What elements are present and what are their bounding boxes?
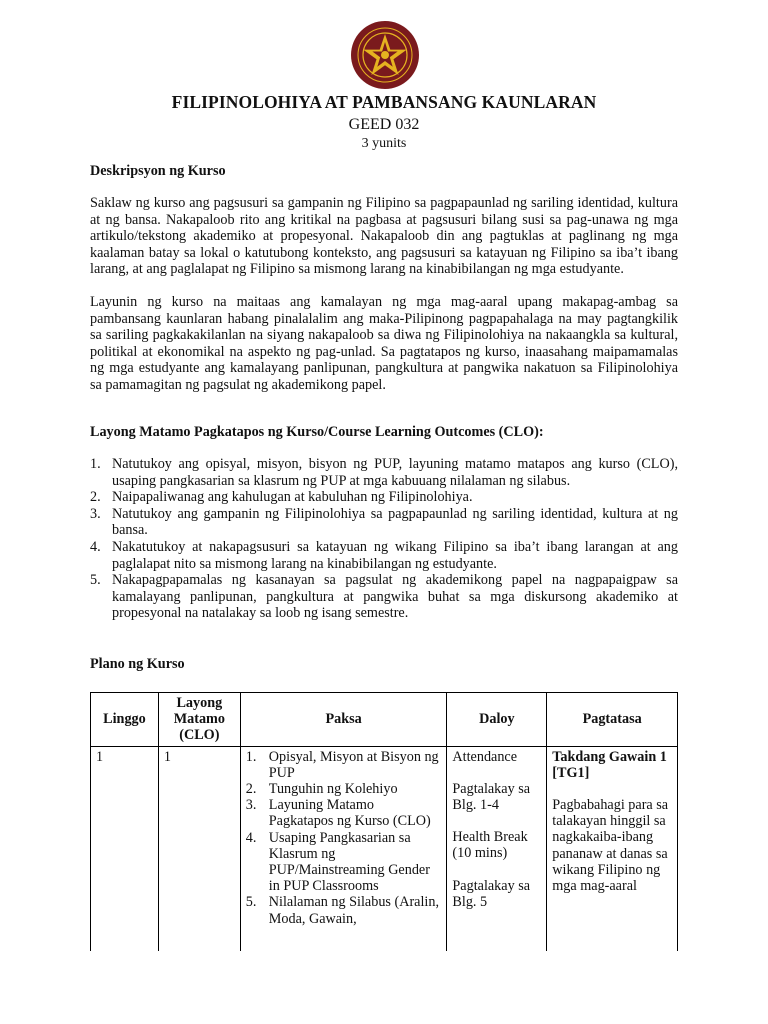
column-header-pagtatasa: Pagtatasa [547,693,678,747]
clo-line: Natutukoy ang opisyal, misyon, bisyon ng PUP, layuning matamo matapos ang kurso (CLO), [112,456,678,472]
description-heading: Deskripsyon ng Kurso [90,163,226,179]
cell-pagtatasa [547,746,678,951]
text-line: sa pamamagitan ng pagsulat ng akademikong papel. [90,376,386,393]
cell-clo: 1 [158,746,240,951]
clo-heading: Layong Matamo Pagkatapos ng Kurso/Course Learning Outcomes (CLO): [90,424,544,440]
text-line: Layunin ng kurso na maitaas ang kamalayan ng mga mag-aaral upang makapag-ambag sa [90,294,678,310]
topic-list [246,749,442,927]
text-line: politikal at ekonomikal na aspekto ng pag-unlad. Sa pagtatapos ng kurso, inaasahang maipamamalas [90,343,678,360]
clo-line: Naipapaliwanag ang kahulugan at kabuluhan ng Filipinolohiya. [112,489,473,506]
column-header-clo: Layong Matamo (CLO) [158,693,240,747]
daloy-step: Pagtalakay sa Blg. 5 [452,877,531,910]
cell-daloy [447,746,547,951]
clo-item [90,456,678,489]
clo-number: 5. [90,572,101,589]
daloy-step: Health Break (10 mins) [452,829,528,862]
cell-linggo: 1 [91,746,159,951]
course-units: 3 yunits [361,136,407,151]
university-seal-logo [350,20,420,90]
description-paragraph-1 [90,195,678,278]
column-header-linggo: Linggo [91,693,159,747]
topic-text: Tunguhin ng Kolehiyo [268,781,398,798]
column-header-paksa: Paksa [240,693,447,747]
daloy-step: Pagtalakay sa Blg. 1-4 [452,780,531,814]
topic-number: 3. [245,797,257,814]
description-paragraph-2 [90,294,678,394]
daloy-step: Attendance [452,748,518,765]
topic-item [246,749,442,781]
topic-number: 4. [245,829,257,846]
course-code: GEED 032 [348,116,420,133]
cell-paksa [240,746,447,951]
clo-item [90,539,678,572]
clo-item [90,572,678,622]
clo-line: kamalayang panlipunan, pangkultura at pangwika buhat sa mga diskursong akademiko at [112,588,678,605]
clo-line: Nakatutukoy at nakapagsusuri sa katayuan ng wikang Filipino sa iba’t ibang larangan at ang [112,538,678,555]
text-line: larang, at ang paglalapat ng Filipino sa mismong larang na kinabibilangan ng mga estudyante. [90,261,624,278]
clo-list [90,456,678,622]
topic-number: 2. [245,781,257,798]
text-line: pambansang kaunlaran habang pinalalalim ang maka-Pilipinong pagpapahalaga na may pagtangkilik [90,310,678,327]
topic-text: Nilalaman ng Silabus (Aralin, Moda, Gawain, [268,894,439,927]
clo-item [90,506,678,539]
text-line: Saklaw ng kurso ang pagsusuri sa gampanin ng Filipino sa pagpapaunlad ng sariling identidad, kultura [90,195,678,211]
course-title: FILIPINOLOHIYA AT PAMBANSANG KAUNLARAN [171,92,597,112]
assessment-description: Pagbabahagi para sa talakayan hinggil sa nagkakaiba-ibang pananaw at danas sa wikang Filipino ng mga mag-aaral [552,797,669,895]
column-header-daloy: Daloy [447,693,547,747]
assessment-title: Takdang Gawain 1 [TG1] [552,748,667,781]
text-line: kaalaman batay sa lokal o katutubong konteksto, ang pagsusuri sa katayuan ng Filipino sa iba’t ibang [90,244,678,261]
topic-item [246,830,442,895]
table-row [91,746,678,951]
clo-number: 3. [90,505,101,522]
clo-line: Natutukoy ang gampanin ng Filipinolohiya sa pagpapaunlad ng sariling identidad, kultura at ng [112,505,678,522]
topic-text: Layuning Matamo Pagkatapos ng Kurso (CLO) [268,797,431,830]
topic-number: 1. [245,748,257,765]
text-line: sa sariling pagkakakilanlan na siyang nakapaloob sa diwa ng Filipinolohiya na nakaangkla sa kultural, [90,327,678,344]
clo-number: 1. [90,456,101,472]
topic-item [246,894,442,926]
clo-line: propesyonal na natalakay sa loob ng isang semestre. [112,605,409,622]
text-line: ng mga estudyante ang kamalayang panlipunan, pangkultura at pangwika nakatuon sa Filipinolohiya [90,360,678,377]
clo-line: Nakapagpapamalas ng kasanayan sa pagsulat ng akademikong papel na nagpapaigpaw sa [112,572,678,589]
clo-line: usaping pangkasarian sa klasrum ng PUP at mga kabuuang nilalaman ng silabus. [112,472,571,489]
clo-number: 4. [90,538,101,555]
topic-text: Usaping Pangkasarian sa Klasrum ng PUP/Mainstreaming Gender in PUP Classrooms [268,829,430,895]
plan-heading: Plano ng Kurso [90,656,185,672]
course-plan-table [90,692,678,951]
text-line: at ng bansa. Nakapaloob rito ang kritikal na pagbasa at pagsusuri bilang susi sa pag-unawa ng mga [90,211,678,228]
clo-line: paglalapat nito sa mismong larang na kinabibilangan ng estudyante. [112,555,497,572]
text-line: artikulo/tekstong akademiko at propesyonal. Nakapaloob din ang pagtuklas at paglinang ng mga [90,228,678,245]
topic-item [246,781,442,797]
topic-number: 5. [245,894,257,911]
clo-line: bansa. [112,522,148,539]
topic-item [246,797,442,829]
topic-text: Opisyal, Misyon at Bisyon ng PUP [268,748,439,781]
clo-item [90,489,678,506]
clo-number: 2. [90,489,101,506]
table-header-row [91,693,678,747]
